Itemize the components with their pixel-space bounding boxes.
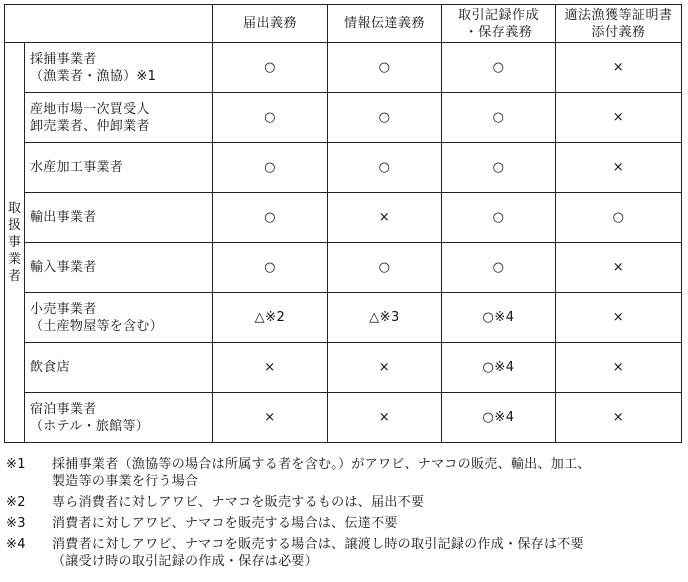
table-cell: ○	[213, 143, 328, 193]
footnote	[6, 494, 682, 511]
table-cell: ○	[442, 93, 556, 143]
row-name-lodging: 宿泊事業者 （ホテル・旅館等）	[25, 393, 213, 443]
table-cell: ○	[213, 93, 328, 143]
table-cell: ○	[328, 143, 442, 193]
table-cell: ×	[213, 393, 328, 443]
footnote-text: 消費者に対しアワビ、ナマコを販売する場合は、譲渡し時の取引記録の作成・保存は不要 （譲受け時の取引記録の作成・保存は必要）	[52, 537, 584, 569]
row-name-processor: 水産加工事業者	[25, 143, 213, 193]
footnote-mark: ※3	[6, 516, 26, 531]
table-cell: ×	[556, 43, 682, 93]
header-row	[5, 5, 682, 43]
table-cell: ○	[213, 243, 328, 293]
table-cell: ○※4	[442, 293, 556, 343]
table-row	[5, 143, 682, 193]
footnote-mark: ※2	[6, 495, 26, 510]
table-row	[5, 393, 682, 443]
table-row	[5, 193, 682, 243]
table-cell: ×	[556, 343, 682, 393]
row-name-retailer: 小売事業者 （土産物屋等を含む）	[25, 293, 213, 343]
table-cell: ○※4	[442, 393, 556, 443]
table-row	[5, 93, 682, 143]
obligations-table	[4, 4, 682, 443]
footnote-text: 消費者に対しアワビ、ナマコを販売する場合は、伝達不要	[52, 516, 398, 531]
header-certificate: 適法漁獲等証明書 添付義務	[556, 5, 682, 43]
row-name-restaurant: 飲食店	[25, 343, 213, 393]
table-cell: ○	[213, 43, 328, 93]
table-row	[5, 343, 682, 393]
table-cell: ×	[556, 243, 682, 293]
table-cell: ×	[556, 393, 682, 443]
table-row	[5, 293, 682, 343]
table-cell: ×	[328, 193, 442, 243]
footnote	[6, 536, 682, 570]
table-cell: ○	[442, 143, 556, 193]
table-cell: ○	[328, 243, 442, 293]
header-record-keeping: 取引記録作成 ・保存義務	[442, 5, 556, 43]
footnotes	[6, 456, 682, 574]
footnote-mark: ※4	[6, 537, 26, 552]
footnote-text: 専ら消費者に対しアワビ、ナマコを販売するものは、届出不要	[52, 495, 425, 510]
table-cell: ○	[556, 193, 682, 243]
table-cell: ○※4	[442, 343, 556, 393]
row-name-harvest-operator: 採捕事業者 （漁業者・漁協）※1	[25, 43, 213, 93]
table-cell: △※3	[328, 293, 442, 343]
footnote-mark: ※1	[6, 457, 26, 472]
table-cell: ×	[328, 343, 442, 393]
header-corner-cell	[5, 5, 213, 43]
table-cell: ×	[556, 93, 682, 143]
footnote-text: 採捕事業者（漁協等の場合は所属する者を含む。）がアワビ、ナマコの販売、輸出、加工、 製造等の事業を行う場合	[52, 457, 591, 489]
header-info-transfer: 情報伝達義務	[328, 5, 442, 43]
side-label-handlers: 取 扱 事 業 者	[5, 43, 25, 443]
table-cell: ○	[328, 43, 442, 93]
footnote	[6, 515, 682, 532]
table-cell: ×	[556, 293, 682, 343]
table-cell: △※2	[213, 293, 328, 343]
table-cell: ×	[213, 343, 328, 393]
table-cell: ○	[213, 193, 328, 243]
table-cell: ×	[328, 393, 442, 443]
row-name-market-buyer: 産地市場一次買受人 卸売業者、仲卸業者	[25, 93, 213, 143]
table-cell: ×	[556, 143, 682, 193]
table-row	[5, 43, 682, 93]
table-cell: ○	[328, 93, 442, 143]
row-name-importer: 輸入事業者	[25, 243, 213, 293]
table-row	[5, 243, 682, 293]
header-notification: 届出義務	[213, 5, 328, 43]
footnote	[6, 456, 682, 490]
table-cell: ○	[442, 193, 556, 243]
table-cell: ○	[442, 43, 556, 93]
table-cell: ○	[442, 243, 556, 293]
row-name-exporter: 輸出事業者	[25, 193, 213, 243]
